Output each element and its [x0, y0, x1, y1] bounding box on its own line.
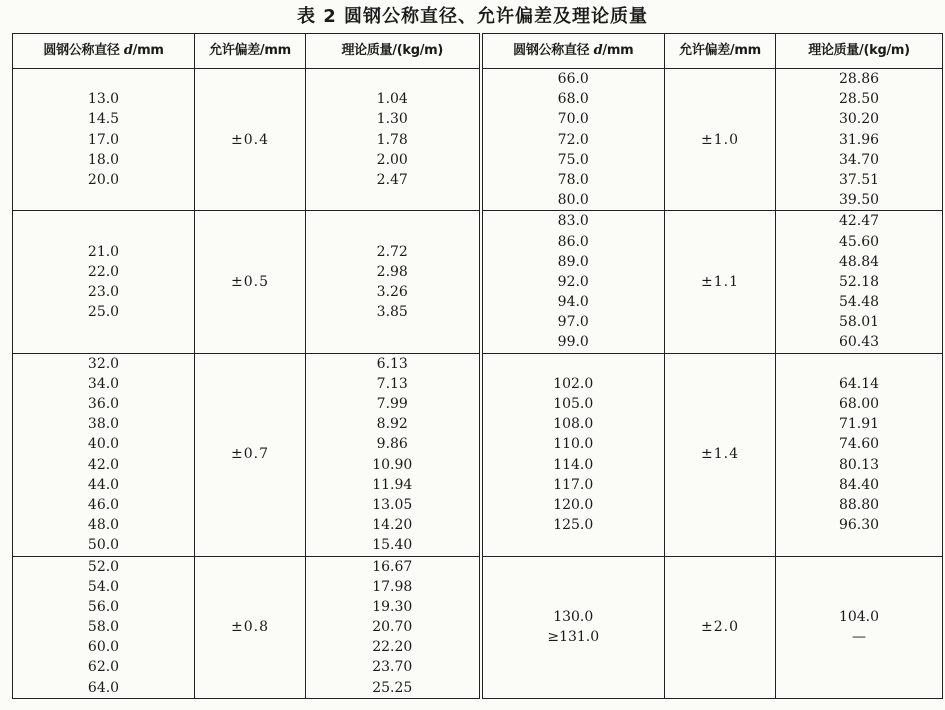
diameter-cell-right — [481, 69, 665, 211]
tolerance-cell-right: ±1.4 — [665, 353, 776, 556]
value-line: 86.0 — [557, 233, 589, 250]
value-line: 22.0 — [87, 263, 120, 280]
value-line: 15.40 — [372, 537, 413, 554]
tolerance-cell-left: ±0.7 — [195, 353, 306, 556]
value-line: 62.0 — [87, 659, 120, 676]
value-line: 1.30 — [376, 111, 408, 128]
value-line: 104.0 — [838, 608, 880, 625]
diameter-cell-left — [13, 69, 195, 211]
value-line: 105.0 — [553, 396, 594, 412]
value-line: 20.0 — [87, 171, 120, 188]
table-title: 表 2 圆钢公称直径、允许偏差及理论质量 — [296, 6, 649, 27]
value-line: ≥131.0 — [547, 629, 600, 646]
value-line: 56.0 — [87, 598, 120, 615]
value-line: 52.0 — [87, 558, 120, 575]
header-row — [13, 34, 943, 69]
value-line: 16.67 — [372, 558, 413, 575]
value-line: 44.0 — [87, 476, 120, 493]
value-line: 54.48 — [838, 294, 880, 311]
value-line: 7.13 — [376, 375, 408, 392]
diameter-cell-left — [13, 211, 195, 353]
value-line: 114.0 — [553, 456, 594, 473]
value-line: 25.25 — [372, 679, 413, 696]
diameter-cell-right — [481, 211, 665, 353]
value-line: 2.72 — [376, 243, 408, 260]
value-line: 23.70 — [372, 659, 413, 676]
value-line: 60.0 — [87, 639, 120, 656]
value-line: 17.0 — [87, 131, 120, 148]
value-line: 32.0 — [87, 355, 120, 372]
value-line: 60.43 — [838, 334, 880, 351]
value-line: 80.0 — [557, 192, 589, 209]
tolerance-cell-right: ±1.1 — [665, 211, 776, 353]
value-line: 88.80 — [838, 496, 880, 513]
tolerance-cell-right: ±2.0 — [665, 556, 776, 698]
header-tolerance-left: 允许偏差/mm — [195, 34, 306, 69]
value-line: 34.70 — [838, 151, 880, 168]
table-row-group — [13, 211, 943, 353]
value-line: 2.47 — [376, 171, 408, 188]
value-line: 45.60 — [838, 233, 880, 250]
round-steel-table — [12, 33, 943, 699]
tolerance-cell-left: ±0.5 — [195, 211, 306, 353]
value-line: 97.0 — [557, 314, 589, 331]
mass-cell-right — [776, 556, 943, 698]
mass-cell-left — [306, 211, 481, 353]
value-line: 84.40 — [838, 476, 880, 493]
value-line: 66.0 — [557, 71, 589, 87]
tolerance-cell-left: ±0.8 — [195, 556, 306, 698]
mass-cell-left — [306, 556, 481, 698]
value-line: 36.0 — [87, 396, 120, 412]
value-line: 22.20 — [372, 639, 413, 656]
value-line: 72.0 — [557, 131, 589, 148]
value-line: 10.90 — [372, 456, 413, 473]
mass-cell-right — [776, 211, 943, 353]
table-row-group — [13, 353, 943, 556]
value-line: 83.0 — [557, 213, 589, 230]
value-line: 14.20 — [372, 517, 413, 534]
diameter-cell-left — [13, 556, 195, 698]
tolerance-cell-right: ±1.0 — [665, 69, 776, 211]
diameter-cell-right — [481, 353, 665, 556]
mass-cell-right — [776, 69, 943, 211]
diameter-cell-right — [481, 556, 665, 698]
header-diameter-left: 圆钢公称直径 d/mm — [13, 34, 195, 69]
value-line: 28.50 — [838, 91, 880, 108]
value-line: 52.18 — [838, 273, 880, 290]
value-line: 3.85 — [376, 304, 408, 321]
value-line: 28.86 — [838, 71, 880, 87]
value-line: 40.0 — [87, 436, 120, 453]
value-line: 117.0 — [553, 476, 594, 493]
value-line: 18.0 — [87, 151, 120, 168]
value-line: 110.0 — [553, 436, 594, 453]
value-line: 70.0 — [557, 111, 589, 128]
value-line: 58.0 — [87, 619, 120, 636]
value-line: 2.98 — [376, 263, 408, 280]
value-line: 68.00 — [838, 396, 880, 412]
value-line: 50.0 — [87, 537, 120, 554]
value-line: 64.14 — [838, 375, 880, 392]
value-line: 14.5 — [87, 111, 120, 128]
value-line: 7.99 — [376, 396, 408, 412]
value-line: 42.47 — [838, 213, 880, 230]
value-line: 99.0 — [557, 334, 589, 351]
value-line: 6.13 — [376, 355, 408, 372]
value-line: 17.98 — [372, 578, 413, 595]
value-line: 48.0 — [87, 517, 120, 534]
value-line: 75.0 — [557, 151, 589, 168]
value-line: 23.0 — [87, 283, 120, 300]
mass-cell-left — [306, 69, 481, 211]
value-line: 102.0 — [553, 375, 594, 392]
value-line: 108.0 — [553, 416, 594, 433]
value-line: 92.0 — [557, 273, 589, 290]
value-line: 13.0 — [87, 91, 120, 108]
header-tolerance-right: 允许偏差/mm — [665, 34, 776, 69]
header-mass-left: 理论质量/(kg/m) — [306, 34, 481, 69]
value-line: 71.91 — [838, 416, 880, 433]
value-line: 46.0 — [87, 496, 120, 513]
diameter-cell-left — [13, 353, 195, 556]
tolerance-cell-left: ±0.4 — [195, 69, 306, 211]
value-line: 1.78 — [376, 131, 408, 148]
value-line: 31.96 — [838, 131, 880, 148]
value-line: 54.0 — [87, 578, 120, 595]
value-line: 39.50 — [838, 192, 880, 209]
value-line: 37.51 — [838, 171, 880, 188]
value-line: 48.84 — [838, 253, 880, 270]
value-line: 96.30 — [838, 517, 880, 534]
mass-cell-right — [776, 353, 943, 556]
value-line: 94.0 — [557, 294, 589, 311]
header-mass-right: 理论质量/(kg/m) — [776, 34, 943, 69]
value-line: 13.05 — [372, 496, 413, 513]
value-line: 2.00 — [376, 151, 408, 168]
value-line: 130.0 — [553, 608, 594, 625]
value-line: 125.0 — [553, 517, 594, 534]
value-line: 120.0 — [553, 496, 594, 513]
value-line: 30.20 — [838, 111, 880, 128]
value-line: 38.0 — [87, 416, 120, 433]
mass-cell-left — [306, 353, 481, 556]
value-line: 8.92 — [376, 416, 408, 433]
value-line: 21.0 — [87, 243, 120, 260]
header-diameter-right: 圆钢公称直径 d/mm — [481, 34, 665, 69]
value-line: 34.0 — [87, 375, 120, 392]
value-line: 78.0 — [557, 171, 589, 188]
value-line: 9.86 — [376, 436, 408, 453]
value-line: — — [852, 629, 866, 646]
value-line: 89.0 — [557, 253, 589, 270]
table-row-group — [13, 556, 943, 698]
value-line: 3.26 — [376, 283, 408, 300]
value-line: 42.0 — [87, 456, 120, 473]
value-line: 64.0 — [87, 679, 120, 696]
value-line: 11.94 — [372, 476, 413, 493]
value-line: 20.70 — [372, 619, 413, 636]
value-line: 80.13 — [838, 456, 880, 473]
value-line: 25.0 — [87, 304, 120, 321]
value-line: 68.0 — [557, 91, 589, 108]
value-line: 1.04 — [376, 91, 408, 108]
value-line: 19.30 — [372, 598, 413, 615]
value-line: 74.60 — [838, 436, 880, 453]
table-row-group — [13, 69, 943, 211]
value-line: 58.01 — [838, 314, 880, 331]
